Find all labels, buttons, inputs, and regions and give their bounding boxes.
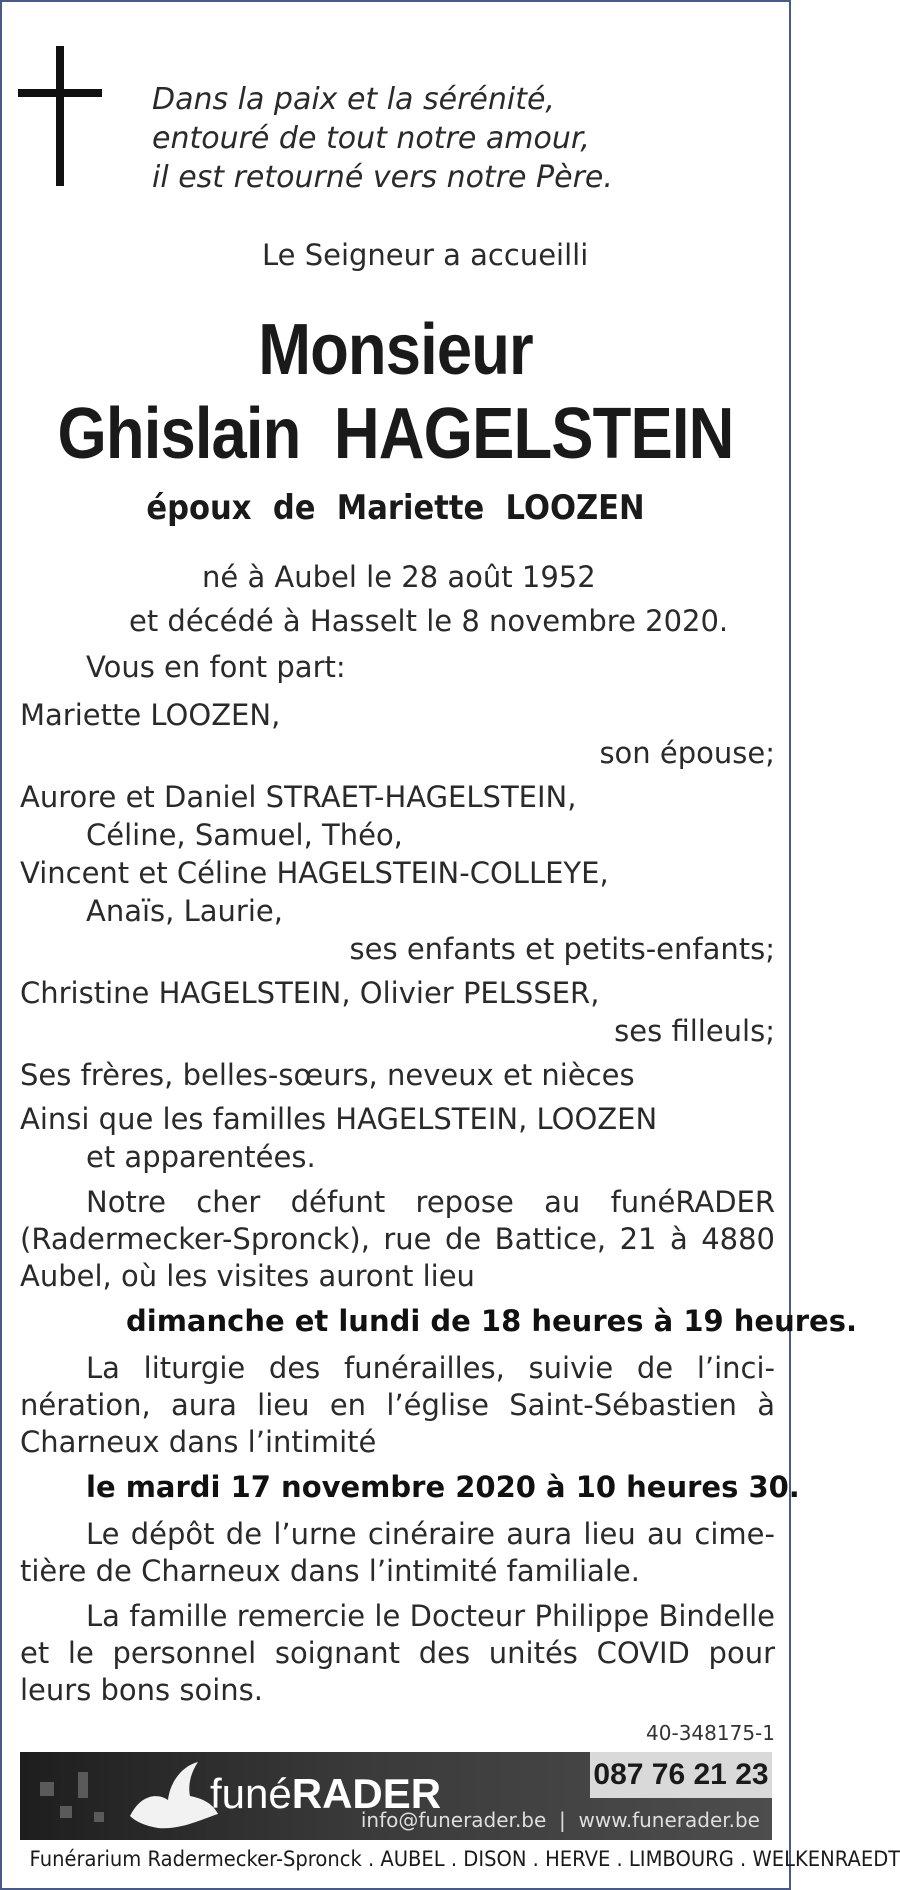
reference-number: 40-348175-1 <box>646 1721 775 1745</box>
urn-text: Le dépôt de l’urne cinéraire aura lieu au cime-tière de Charneux dans l’intimité familiale. <box>20 1517 775 1588</box>
decor-square <box>94 1812 104 1822</box>
visitation-text: Notre cher défunt repose au funéRADER (Radermecker-Spronck), rue de Battice, 21 à 4880 Aubel, où les visites auront lieu <box>20 1185 775 1293</box>
motto-line: entouré de tout notre amour, <box>152 121 590 156</box>
funeral-text: La liturgie des funérailles, suivie de l’inci-nération, aura lieu en l’église Saint-Sébastien à Charneux dans l’intimité <box>20 1351 775 1459</box>
title-salutation: Monsieur <box>258 310 533 390</box>
brand-light: funé <box>210 1770 292 1817</box>
wife-name: Mariette LOOZEN, <box>20 698 281 732</box>
phone-number: 087 76 21 23 <box>593 1758 769 1791</box>
death-line: et décédé à Hasselt le 8 novembre 2020. <box>129 604 729 638</box>
cross-icon <box>56 46 64 186</box>
decor-square <box>40 1782 54 1796</box>
motto-line: il est retourné vers notre Père. <box>152 160 613 195</box>
families-line: Ainsi que les familles HAGELSTEIN, LOOZEN <box>20 1102 658 1136</box>
funeral-home-banner <box>20 1752 772 1840</box>
decor-square <box>78 1772 88 1798</box>
contact-info: info@funerader.be | www.funerader.be <box>360 1808 760 1832</box>
visitation-time: dimanche et lundi de 18 heures à 19 heures. <box>126 1304 857 1338</box>
cross-icon-bar <box>18 89 102 97</box>
brand-bold: RADER <box>291 1770 442 1817</box>
siblings-line: Ses frères, belles-sœurs, neveux et nièces <box>20 1058 635 1092</box>
motto-line: Dans la paix et la sérénité, <box>152 82 555 117</box>
deceased-name: Ghislain HAGELSTEIN <box>57 394 734 474</box>
thanks-text: La famille remercie le Docteur Philippe Bindelle et le personnel soignant des unités COVID pour leurs bons soins. <box>20 1599 775 1707</box>
child-2: Vincent et Céline HAGELSTEIN-COLLEYE, <box>20 856 609 890</box>
children-role: ses enfants et petits-enfants; <box>349 932 775 966</box>
birth-line: né à Aubel le 28 août 1952 <box>202 560 596 594</box>
godchildren: Christine HAGELSTEIN, Olivier PELSSER, <box>20 976 600 1010</box>
phone-box <box>590 1752 772 1798</box>
intro-text: Le Seigneur a accueilli <box>262 238 589 272</box>
announce-line: Vous en font part: <box>86 650 346 684</box>
motto <box>152 80 613 197</box>
godchildren-role: ses filleuls; <box>614 1014 775 1048</box>
footer-locations: Funérarium Radermecker-Spronck . AUBEL . DISON . HERVE . LIMBOURG . WELKENRAEDT <box>29 1847 900 1871</box>
grandchildren-2: Anaïs, Laurie, <box>86 894 283 928</box>
related-line: et apparentées. <box>86 1140 316 1174</box>
decor-square <box>60 1806 72 1818</box>
funeral-time: le mardi 17 novembre 2020 à 10 heures 30. <box>86 1470 800 1504</box>
grandchildren-1: Céline, Samuel, Théo, <box>86 818 403 852</box>
child-1: Aurore et Daniel STRAET-HAGELSTEIN, <box>20 780 577 814</box>
spouse-line: époux de Mariette LOOZEN <box>146 488 645 528</box>
wife-role: son épouse; <box>599 736 775 770</box>
